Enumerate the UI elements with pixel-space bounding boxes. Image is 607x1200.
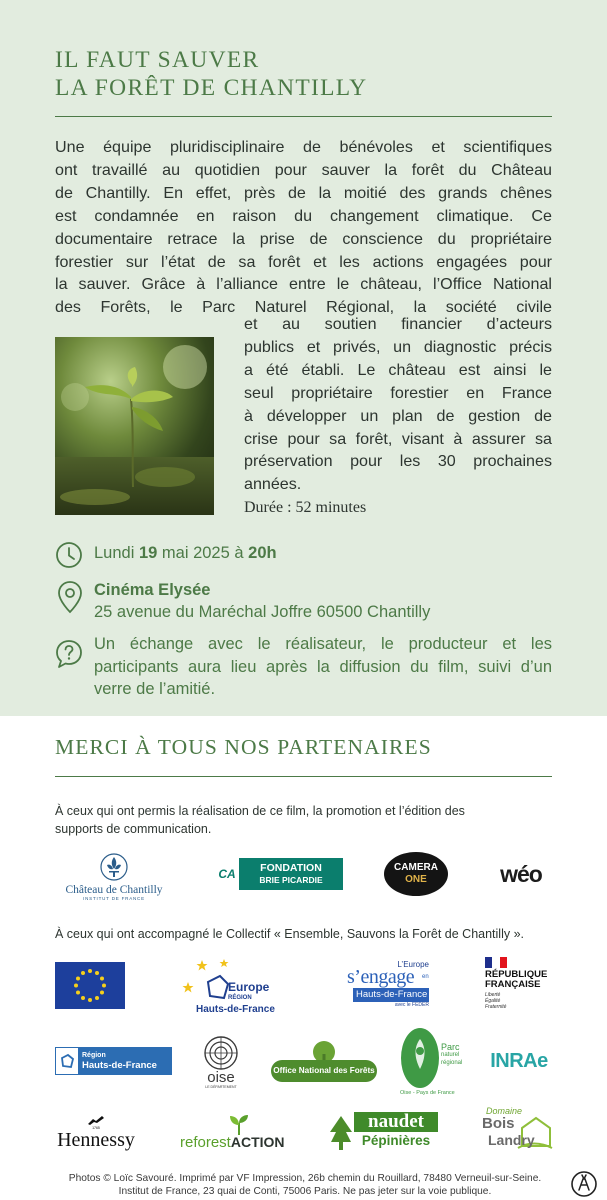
venue-address: 25 avenue du Maréchal Joffre 60500 Chantilly bbox=[94, 603, 431, 621]
desc-line: la sauver. Grâce à l’alliance entre le château, l’Office National bbox=[55, 275, 552, 294]
partners-title: MERCI À TOUS NOS PARTENAIRES bbox=[55, 735, 432, 759]
onf-label: Office National des Forêts bbox=[273, 1066, 375, 1075]
camera-line1: CAMERA bbox=[394, 862, 438, 873]
logo-chateau-de-chantilly bbox=[54, 848, 174, 904]
parc-leaf-icon bbox=[400, 1027, 440, 1089]
event-month-year: mai 2025 à bbox=[157, 544, 249, 562]
location-pin-icon bbox=[56, 580, 84, 614]
logo-oise-departement bbox=[198, 1033, 244, 1091]
bois-line2: Bois bbox=[482, 1115, 515, 1132]
chateau-sub: INSTITUT DE FRANCE bbox=[83, 895, 145, 901]
onf-tree-icon bbox=[270, 1040, 378, 1084]
rf-line4: Égalité bbox=[485, 998, 501, 1004]
rf-line3: Liberté bbox=[485, 992, 501, 998]
description-paragraph-narrow bbox=[244, 313, 552, 496]
event-time: 20h bbox=[248, 544, 277, 562]
triman-recycling-icon bbox=[571, 1171, 597, 1197]
logo-domaine-bois-landry bbox=[478, 1106, 554, 1158]
desc-line: forestier sur l’état de sa forêt et les actions engagées pour bbox=[55, 252, 552, 271]
hennessy-sub: 1765 bbox=[92, 1126, 100, 1130]
parc-line1: Parc bbox=[441, 1042, 460, 1052]
rf-line5: Fraternité bbox=[485, 1004, 507, 1010]
clock-icon bbox=[55, 538, 83, 572]
desc-line: préservation pour les 30 prochaines bbox=[244, 452, 552, 471]
logo-office-national-des-forets bbox=[270, 1040, 378, 1084]
desc-line: ont travaillé au quotidien pour sauver la forêt du Château bbox=[55, 160, 552, 179]
question-bubble-icon bbox=[55, 637, 83, 671]
engage-line1: s’engage bbox=[347, 966, 415, 988]
note-line: participants aura lieu après la diffusion du film, suivi d’un bbox=[94, 657, 552, 676]
partners-intro-collective: À ceux qui ont accompagné le Collectif « Ensemble, Sauvons la Forêt de Chantilly ». bbox=[55, 927, 525, 941]
europe-line3: Hauts-de-France bbox=[196, 1004, 275, 1015]
desc-line: de Chantilly. En effet, près de la moitié des grands chênes bbox=[55, 183, 552, 202]
title-line-1: IL FAUT SAUVER bbox=[55, 47, 260, 73]
parc-line2: naturel bbox=[441, 1052, 460, 1058]
marianne-flag-icon bbox=[485, 957, 507, 968]
logo-reforest-action bbox=[178, 1113, 288, 1153]
desc-line: à développer un plan de gestion de bbox=[244, 406, 552, 425]
description-paragraph bbox=[55, 136, 552, 319]
desc-line: est condamnée en raison du changement climatique. Ce bbox=[55, 206, 552, 225]
event-datetime bbox=[94, 542, 277, 565]
discussion-note bbox=[94, 633, 552, 701]
note-line: Un échange avec le réalisateur, le producteur et les bbox=[94, 635, 552, 653]
page-title bbox=[55, 46, 367, 102]
desc-line: publics et privés, un diagnostic précis bbox=[244, 337, 552, 356]
logo-european-union-flag bbox=[55, 962, 125, 1009]
desc-line: Une équipe pluridisciplinaire de bénévoles et scientifiques bbox=[55, 138, 552, 156]
europe-line2: RÉGION bbox=[228, 995, 252, 1001]
hennessy-arm-icon bbox=[85, 1114, 107, 1126]
chateau-name: Château de Chantilly bbox=[65, 883, 163, 896]
title-line-2: LA FORÊT DE CHANTILLY bbox=[55, 75, 368, 101]
parc-line3: régional bbox=[441, 1060, 463, 1066]
engage-line2: Hauts-de-France bbox=[353, 988, 429, 1002]
engage-line0: L’Europe bbox=[397, 960, 429, 969]
desc-line: années. bbox=[244, 475, 302, 494]
logo-parc-naturel-regional bbox=[400, 1027, 462, 1101]
oise-sub: LE DÉPARTEMENT bbox=[205, 1085, 237, 1089]
partners-intro-production bbox=[55, 803, 555, 838]
event-day: Lundi bbox=[94, 544, 139, 562]
engage-line3: avec le FEDER bbox=[394, 1002, 429, 1008]
naudet-line1: naudet bbox=[354, 1112, 438, 1132]
ca-mark: CA bbox=[215, 858, 239, 890]
logo-hennessy bbox=[53, 1112, 139, 1152]
logo-europe-region-hdf bbox=[180, 956, 292, 1016]
desc-line: documentaire retrace la prise de conscience du propriétaire bbox=[55, 229, 552, 248]
credits-line1: Photos © Loïc Savouré. Imprimé par VF Impression, 26b chemin du Rouillard, 78480 Verneuil-sur-Seine. bbox=[68, 1173, 542, 1184]
desc-line: a été établi. Le château est ainsi le bbox=[244, 360, 552, 379]
reforest-sprout-icon bbox=[228, 1113, 250, 1135]
parc-line4: Oise - Pays de France bbox=[400, 1090, 455, 1096]
duration: Durée : 52 minutes bbox=[244, 499, 367, 516]
engage-line1b: en bbox=[422, 974, 429, 980]
intro-line: À ceux qui ont permis la réalisation de ce film, la promotion et l’édition des bbox=[55, 804, 465, 818]
region-map-icon bbox=[59, 1053, 75, 1069]
title-divider bbox=[55, 116, 552, 117]
credits bbox=[50, 1172, 560, 1198]
logo-naudet-pepinieres bbox=[330, 1112, 438, 1152]
desc-line: et au soutien financier d’acteurs bbox=[244, 315, 552, 333]
rf-line1: RÉPUBLIQUE bbox=[485, 969, 548, 980]
logo-republique-francaise bbox=[485, 957, 557, 1017]
credits-line2: Institut de France, 23 quai de Conti, 75006 Paris. Ne pas jeter sur la voie publique. bbox=[118, 1186, 492, 1197]
intro-line: supports de communication. bbox=[55, 821, 212, 836]
logo-region-hdf bbox=[55, 1047, 172, 1075]
rf-line2: FRANÇAISE bbox=[485, 979, 541, 990]
fondation-line1: FONDATION bbox=[260, 862, 322, 874]
partners-divider bbox=[55, 776, 552, 777]
logo-fondation-brie-picardie bbox=[215, 858, 343, 890]
logo-inrae: INRAe bbox=[490, 1049, 548, 1072]
reforest-line2: ACTION bbox=[230, 1134, 285, 1150]
logo-camera-one bbox=[384, 852, 448, 896]
reforest-line1: reforest bbox=[180, 1134, 231, 1151]
oise-emblem-icon bbox=[201, 1035, 241, 1071]
desc-line: crise pour sa forêt, visant à assurer sa bbox=[244, 429, 552, 448]
fleur-de-lis-icon bbox=[100, 852, 128, 882]
camera-line2: ONE bbox=[405, 874, 427, 885]
bois-line3: Landry bbox=[488, 1132, 535, 1148]
desc-line: seul propriétaire forestier en France bbox=[244, 383, 552, 402]
hennessy-label: Hennessy bbox=[57, 1129, 135, 1151]
bois-line1: Domaine bbox=[486, 1106, 523, 1116]
naudet-tree-icon bbox=[330, 1116, 352, 1150]
event-date-number: 19 bbox=[138, 544, 158, 562]
logo-weo: wéo bbox=[500, 860, 542, 887]
note-line: verre de l’amitié. bbox=[94, 680, 216, 698]
fondation-line2: BRIE PICARDIE bbox=[259, 875, 323, 885]
region-line2: Hauts-de-France bbox=[82, 1060, 157, 1071]
oise-label: oise bbox=[207, 1069, 235, 1086]
logo-europe-s-engage bbox=[345, 960, 433, 1010]
europe-line1: Europe bbox=[228, 980, 270, 994]
desc-line: des Forêts, le Parc Naturel Régional, la société civile bbox=[55, 298, 552, 317]
region-line1: Région bbox=[82, 1052, 106, 1059]
eu-stars-icon bbox=[55, 962, 125, 1009]
seedling-photo bbox=[55, 337, 214, 515]
venue-name: Cinéma Elysée bbox=[94, 581, 211, 599]
naudet-line2: Pépinières bbox=[361, 1133, 431, 1148]
